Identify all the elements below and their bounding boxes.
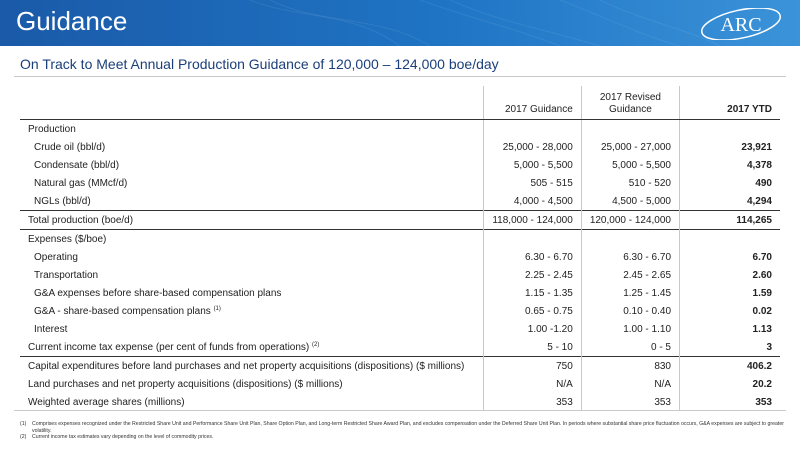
revised-value-text: 0.10 - 0.40 <box>623 305 671 317</box>
revised-value-text: 1.00 - 1.10 <box>623 323 671 335</box>
table-row <box>20 138 780 156</box>
guidance-value-text: 750 <box>556 360 573 372</box>
revised-value <box>581 156 679 174</box>
revised-value-text: 510 - 520 <box>628 177 671 189</box>
ytd-value <box>680 156 781 174</box>
table-row <box>20 375 780 393</box>
page-subtitle: On Track to Meet Annual Production Guidance of 120,000 – 124,000 boe/day <box>20 56 499 72</box>
revised-value-text: 5,000 - 5,500 <box>612 159 671 171</box>
row-label-text: G&A expenses before share-based compensation plans <box>34 287 282 299</box>
logo-text: ARC <box>720 14 762 36</box>
footnote-rule <box>14 410 786 411</box>
empty-cell <box>484 120 581 139</box>
row-label <box>20 320 484 338</box>
table-row <box>20 302 780 320</box>
row-label <box>20 338 484 357</box>
guidance-value <box>484 266 581 284</box>
section-label <box>20 120 484 139</box>
ytd-value <box>680 320 781 338</box>
row-label <box>20 192 484 211</box>
ytd-value <box>680 266 781 284</box>
row-label <box>20 156 484 174</box>
footnote-2 <box>20 434 785 441</box>
row-label <box>20 138 484 156</box>
table-row <box>20 284 780 302</box>
column-header-revised: 2017 Revised Guidance <box>581 86 679 120</box>
guidance-value <box>484 138 581 156</box>
table-header-row <box>20 86 780 120</box>
table-row <box>20 266 780 284</box>
footnote-text: Current income tax estimates vary depending on the level of commodity prices. <box>32 434 214 440</box>
row-label-text: Crude oil (bbl/d) <box>34 141 106 153</box>
guidance-value-text: 505 - 515 <box>530 177 573 189</box>
column-header-guidance: 2017 Guidance <box>484 86 581 120</box>
row-label <box>20 393 484 411</box>
table-row <box>20 156 780 174</box>
ytd-value-text: 406.2 <box>746 360 772 372</box>
ytd-value <box>680 338 781 357</box>
revised-value <box>581 393 679 411</box>
page-title: Guidance <box>16 6 128 36</box>
revised-value <box>581 192 679 211</box>
revised-value <box>581 338 679 357</box>
footnote-number: (1) <box>20 421 27 427</box>
row-label-text: Current income tax expense (per cent of funds from operations) <box>28 341 310 353</box>
row-label-text: Transportation <box>34 269 99 281</box>
revised-value <box>581 357 679 376</box>
revised-value-text: N/A <box>654 378 671 390</box>
revised-value-text: 6.30 - 6.70 <box>623 251 671 263</box>
revised-value <box>581 284 679 302</box>
footnote-ref: (2) <box>312 341 320 348</box>
revised-value-text: 2.45 - 2.65 <box>623 269 671 281</box>
empty-cell <box>581 120 679 139</box>
ytd-value <box>680 192 781 211</box>
section-label-text: Production <box>28 123 76 135</box>
guidance-value <box>484 357 581 376</box>
footnote-text: Comprises expenses recognized under the Restricted Share Unit and Performance Share Unit Plan, Share Option Plan, and Long-term Restricted Share Award Plan, and excludes compensation under the Deferred Share Unit Plan. In periods where substantial share price fluctuation occurs, G&A expenses are subject to greater volatility. <box>32 421 784 434</box>
row-label <box>20 174 484 192</box>
guidance-value-text: 1.00 -1.20 <box>527 323 573 335</box>
section-row-production <box>20 120 780 139</box>
footnote-number: (2) <box>20 434 27 440</box>
row-label <box>20 357 484 376</box>
empty-cell <box>581 230 679 249</box>
ytd-value <box>680 375 781 393</box>
table-row <box>20 248 780 266</box>
row-label-text: Condensate (bbl/d) <box>34 159 120 171</box>
row-label <box>20 302 484 320</box>
revised-value-text: 4,500 - 5,000 <box>612 195 671 207</box>
guidance-value-text: N/A <box>556 378 573 390</box>
table-body <box>20 120 780 412</box>
guidance-value-text: 2.25 - 2.45 <box>525 269 573 281</box>
row-label <box>20 248 484 266</box>
ytd-value-text: 23,921 <box>741 141 772 153</box>
ytd-value <box>680 248 781 266</box>
empty-cell <box>680 120 781 139</box>
revised-value <box>581 302 679 320</box>
row-label <box>20 375 484 393</box>
table-row <box>20 211 780 230</box>
guidance-value <box>484 284 581 302</box>
guidance-value-text: 5,000 - 5,500 <box>513 159 573 171</box>
table-row <box>20 174 780 192</box>
ytd-value <box>680 357 781 376</box>
header-banner <box>0 0 800 46</box>
ytd-value-text: 4,294 <box>746 195 772 207</box>
revised-value-text: 0 - 5 <box>650 341 671 353</box>
row-label-text: Weighted average shares (millions) <box>28 396 185 408</box>
ytd-value-text: 4,378 <box>746 159 772 171</box>
revised-value-text: 830 <box>654 360 671 372</box>
guidance-value-text: 0.65 - 0.75 <box>525 305 573 317</box>
empty-cell <box>484 230 581 249</box>
guidance-value <box>484 192 581 211</box>
guidance-value <box>484 393 581 411</box>
revised-value <box>581 375 679 393</box>
guidance-value <box>484 211 581 230</box>
table-row <box>20 192 780 211</box>
ytd-value-text: 2.60 <box>752 269 772 281</box>
section-label <box>20 230 484 249</box>
row-label <box>20 284 484 302</box>
footnotes <box>20 421 785 441</box>
empty-cell <box>680 230 781 249</box>
ytd-value-text: 6.70 <box>752 251 772 263</box>
footnote-1 <box>20 421 785 434</box>
ytd-value <box>680 211 781 230</box>
row-label <box>20 266 484 284</box>
guidance-value <box>484 156 581 174</box>
guidance-value <box>484 338 581 357</box>
revised-value <box>581 248 679 266</box>
subtitle-rule <box>14 76 786 77</box>
table-row <box>20 320 780 338</box>
ytd-value <box>680 174 781 192</box>
guidance-value-text: 5 - 10 <box>547 341 573 353</box>
guidance-value-text: 4,000 - 4,500 <box>513 195 573 207</box>
guidance-value <box>484 320 581 338</box>
column-header-label <box>20 86 484 120</box>
guidance-value-text: 6.30 - 6.70 <box>525 251 573 263</box>
column-header-ytd: 2017 YTD <box>680 86 781 120</box>
ytd-value-text: 114,265 <box>736 214 772 226</box>
ytd-value-text: 3 <box>766 341 772 353</box>
revised-value-text: 120,000 - 124,000 <box>589 214 671 226</box>
revised-value <box>581 174 679 192</box>
revised-value-text: 353 <box>654 396 671 408</box>
guidance-value <box>484 248 581 266</box>
ytd-value <box>680 393 781 411</box>
revised-value <box>581 138 679 156</box>
row-label <box>20 211 484 230</box>
row-label-text: G&A - share-based compensation plans <box>34 305 211 317</box>
ytd-value-text: 20.2 <box>752 378 772 390</box>
ytd-value <box>680 138 781 156</box>
revised-value <box>581 211 679 230</box>
row-label-text: Operating <box>34 251 78 263</box>
revised-value <box>581 320 679 338</box>
row-label-text: Interest <box>34 323 68 335</box>
revised-value-text: 1.25 - 1.45 <box>623 287 671 299</box>
guidance-value <box>484 174 581 192</box>
row-label-text: Total production (boe/d) <box>28 214 134 226</box>
ytd-value-text: 353 <box>755 396 772 408</box>
revised-value-text: 25,000 - 27,000 <box>600 141 671 153</box>
table-row <box>20 357 780 376</box>
guidance-value-text: 353 <box>556 396 573 408</box>
row-label-text: Capital expenditures before land purchases and net property acquisitions (dispositions) ($ millions) <box>28 360 465 372</box>
arc-logo <box>698 8 784 40</box>
row-label-text: Land purchases and net property acquisitions (dispositions) ($ millions) <box>28 378 343 390</box>
ytd-value-text: 1.13 <box>752 323 772 335</box>
guidance-value <box>484 302 581 320</box>
guidance-table <box>20 86 780 411</box>
guidance-value-text: 1.15 - 1.35 <box>525 287 573 299</box>
row-label-text: NGLs (bbl/d) <box>34 195 91 207</box>
guidance-value-text: 25,000 - 28,000 <box>502 141 573 153</box>
ytd-value-text: 1.59 <box>752 287 772 299</box>
ytd-value-text: 0.02 <box>752 305 772 317</box>
section-row-expenses <box>20 230 780 249</box>
table-row <box>20 338 780 357</box>
ytd-value <box>680 284 781 302</box>
guidance-value-text: 118,000 - 124,000 <box>492 214 573 226</box>
ytd-value <box>680 302 781 320</box>
table-row <box>20 393 780 411</box>
section-label-text: Expenses ($/boe) <box>28 233 107 245</box>
footnote-ref: (1) <box>213 305 221 312</box>
revised-value <box>581 266 679 284</box>
ytd-value-text: 490 <box>755 177 772 189</box>
row-label-text: Natural gas (MMcf/d) <box>34 177 128 189</box>
guidance-value <box>484 375 581 393</box>
